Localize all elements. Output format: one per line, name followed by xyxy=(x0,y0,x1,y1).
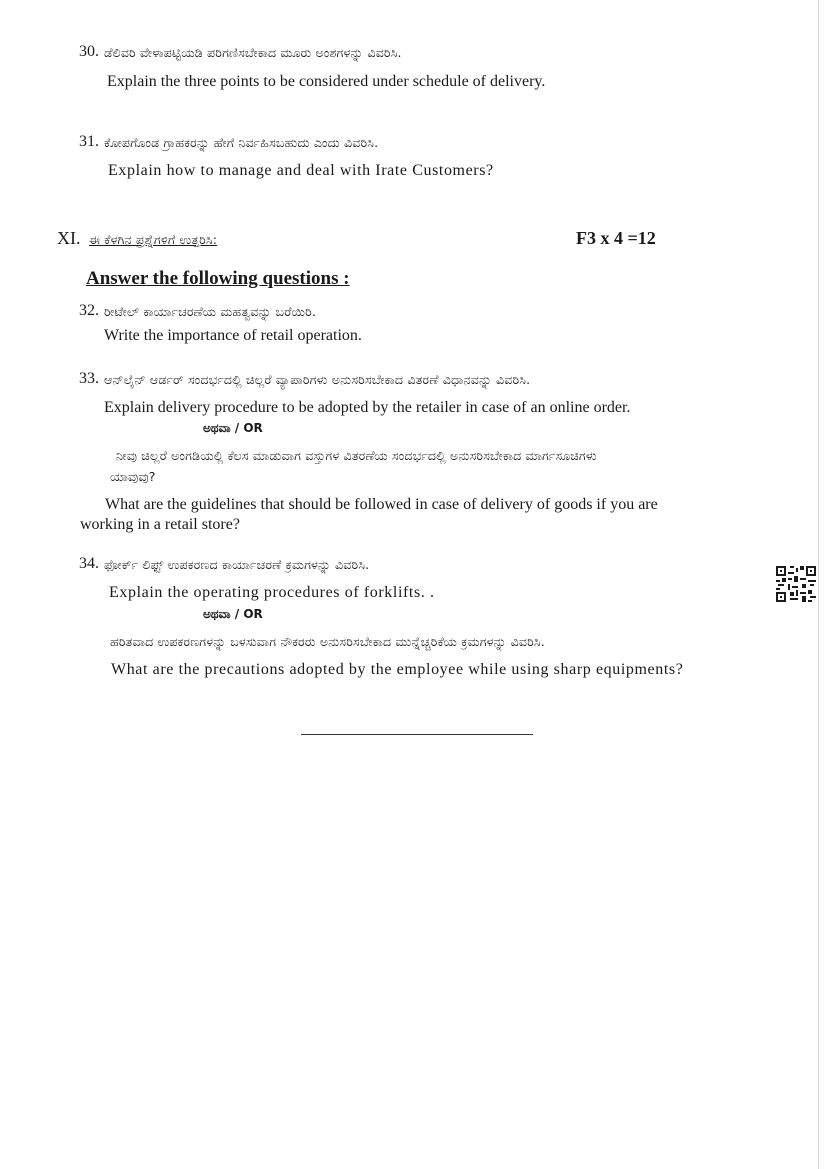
q32-number: 32. xyxy=(79,302,99,319)
q30-english-text: Explain the three points to be considered under schedule of delivery. xyxy=(107,73,546,90)
end-of-paper-rule xyxy=(301,734,533,735)
scan-edge-line xyxy=(818,0,819,1169)
q33-alt-kannada-line2: ಯಾವುವು? xyxy=(110,469,156,484)
q34-alt-english-text: What are the precautions adopted by the employee while using sharp equipments? xyxy=(111,661,684,678)
section-kannada-heading: ಈ ಕೆಳಗಿನ ಪ್ರಶ್ನೆಗಳಿಗೆ ಉತ್ತರಿಸಿ: xyxy=(89,232,218,247)
section-english-heading: Answer the following questions : xyxy=(86,268,350,289)
q32-kannada-text: ರೀಟೇಲ್ ಕಾರ್ಯಾಚರಣೆಯ ಮಹತ್ವವನ್ನು ಬರೆಯಿರಿ. xyxy=(104,304,317,319)
q31-kannada-text: ಕೋಪಗೊಂಡ ಗ್ರಾಹಕರನ್ನು ಹೇಗೆ ನಿರ್ವಹಿಸಬಹುದು ಎಂದು ವಿವರಿಸಿ. xyxy=(104,135,379,150)
q34-kannada-text: ಫೋರ್ಕ್ ಲಿಫ್ಟ್ ಉಪಕರಣದ ಕಾರ್ಯಾಚರಣೆ ಕ್ರಮಗಳನ್ನು ವಿವರಿಸಿ. xyxy=(104,557,370,572)
q33-or-label: ಅಥವಾ / OR xyxy=(203,421,263,435)
q33-alt-english-line1: What are the guidelines that should be followed in case of delivery of goods if you are xyxy=(105,496,658,513)
section-marks: F3 x 4 =12 xyxy=(576,228,656,248)
q33-number: 33. xyxy=(79,370,99,387)
q33-alt-english-line2: working in a retail store? xyxy=(80,516,240,533)
q34-alt-kannada-text: ಹರಿತವಾದ ಉಪಕರಣಗಳನ್ನು ಬಳಸುವಾಗ ನೌಕರರು ಅನುಸರಿಸಬೇಕಾದ ಮುನ್ನೆಚ್ಚರಿಕೆಯ ಕ್ರಮಗಳನ್ನು ವಿವರಿಸಿ. xyxy=(110,634,545,649)
q33-english-text: Explain delivery procedure to be adopted by the retailer in case of an online order. xyxy=(104,399,631,416)
q33-alt-kannada-line1: ನೀವು ಚಿಲ್ಲರೆ ಅಂಗಡಿಯಲ್ಲಿ ಕೆಲಸ ಮಾಡುವಾಗ ವಸ್ತುಗಳ ವಿತರಣೆಯ ಸಂದರ್ಭದಲ್ಲಿ ಅನುಸರಿಸಬೇಕಾದ ಮಾರ್ಗಸೂಚಿಗಳು xyxy=(116,448,597,463)
q32-english-text: Write the importance of retail operation. xyxy=(104,327,362,344)
qr-code-icon xyxy=(776,566,816,602)
q31-english-text: Explain how to manage and deal with Irate Customers? xyxy=(108,162,494,179)
q33-kannada-text: ಆನ್‌ಲೈನ್ ಆರ್ಡರ್ ಸಂದರ್ಭದಲ್ಲಿ ಚಿಲ್ಲರೆ ವ್ಯಾಪಾರಿಗಳು ಅನುಸರಿಸಬೇಕಾದ ವಿತರಣೆ ವಿಧಾನವನ್ನು ವಿವರಿಸಿ. xyxy=(104,372,531,387)
q34-number: 34. xyxy=(79,555,99,572)
q31-number: 31. xyxy=(79,133,99,150)
q34-english-text: Explain the operating procedures of forklifts. . xyxy=(109,584,435,601)
section-numeral: XI. xyxy=(57,228,81,248)
q34-or-label: ಅಥವಾ / OR xyxy=(203,607,263,621)
q30-number: 30. xyxy=(79,43,99,60)
q30-kannada-text: ಡೆಲಿವರಿ ವೇಳಾಪಟ್ಟಿಯಡಿ ಪರಿಗಣಿಸಬೇಕಾದ ಮೂರು ಅಂಶಗಳನ್ನು ವಿವರಿಸಿ. xyxy=(104,45,402,60)
